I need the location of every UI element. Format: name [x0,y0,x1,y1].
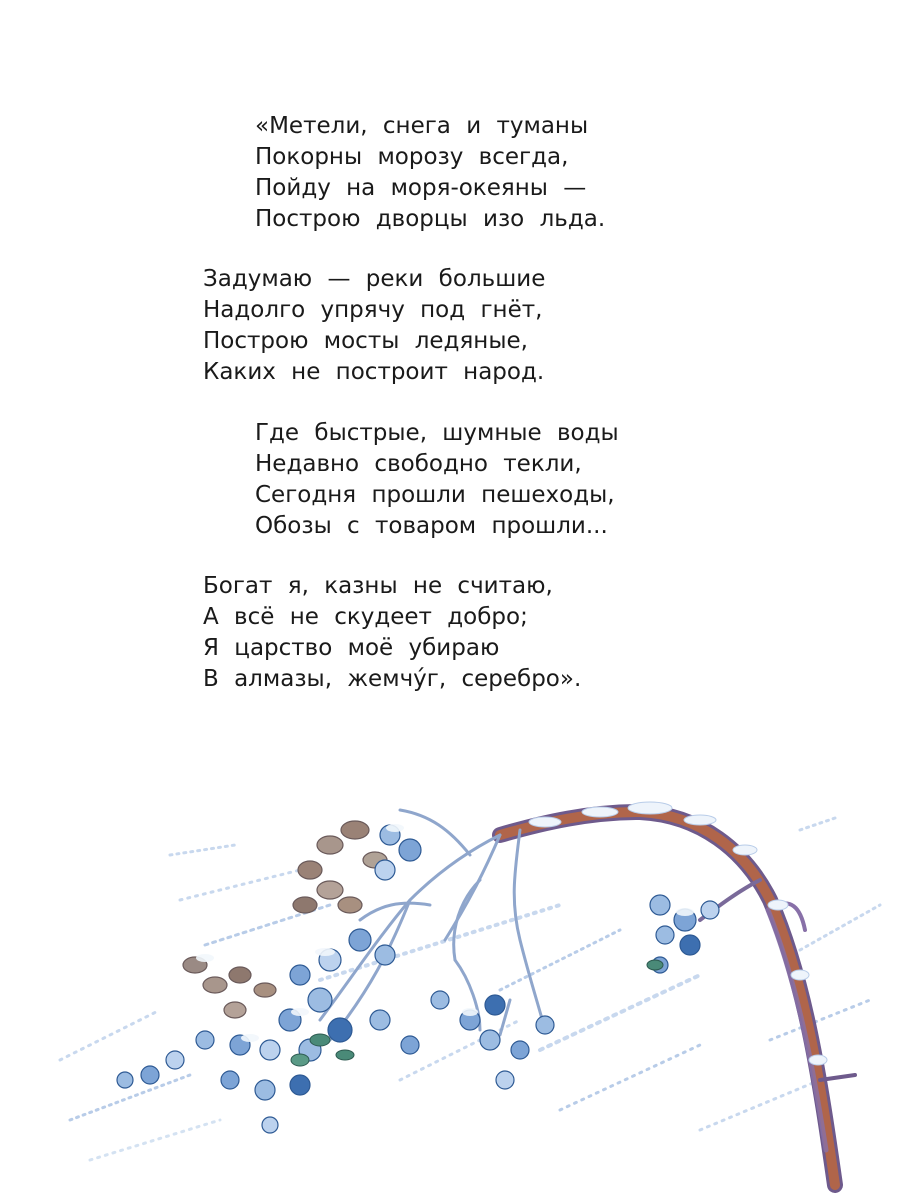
poem-line: «Метели, снега и туманы [255,113,589,139]
poem-line: Где быстрые, шумные воды [255,420,619,446]
poem-line: Построю дворцы изо льда. [255,206,606,232]
snow-covered-branch-icon [0,760,900,1200]
poem-line: Сегодня прошли пешеходы, [255,482,615,508]
poem-line: Построю мосты ледяные, [203,328,528,354]
poem-line: Богат я, казны не считаю, [203,573,553,599]
snow-highlights [196,824,694,1042]
stanza [203,571,581,695]
poem-line: Я царство моё убираю [203,635,500,661]
poem-line: Каких не построит народ. [203,359,545,385]
poem-line: Покорны морозу всегда, [255,144,569,170]
poem-line: Обозы с товаром прошли... [255,513,608,539]
branch-trunk [500,812,855,1185]
stanza [255,111,605,235]
poem-line: Недавно свободно текли, [255,451,582,477]
stanza [203,264,545,388]
poem-line: А всё не скудеет добро; [203,604,528,630]
poem-line: Пойду на моря-океяны — [255,175,587,201]
poem-line: Надолго упрячу под гнёт, [203,297,543,323]
poem-line: Задумаю — реки большие [203,266,546,292]
stanza [255,418,619,542]
poem-line: В алмазы, жемчу́г, серебро». [203,666,582,692]
